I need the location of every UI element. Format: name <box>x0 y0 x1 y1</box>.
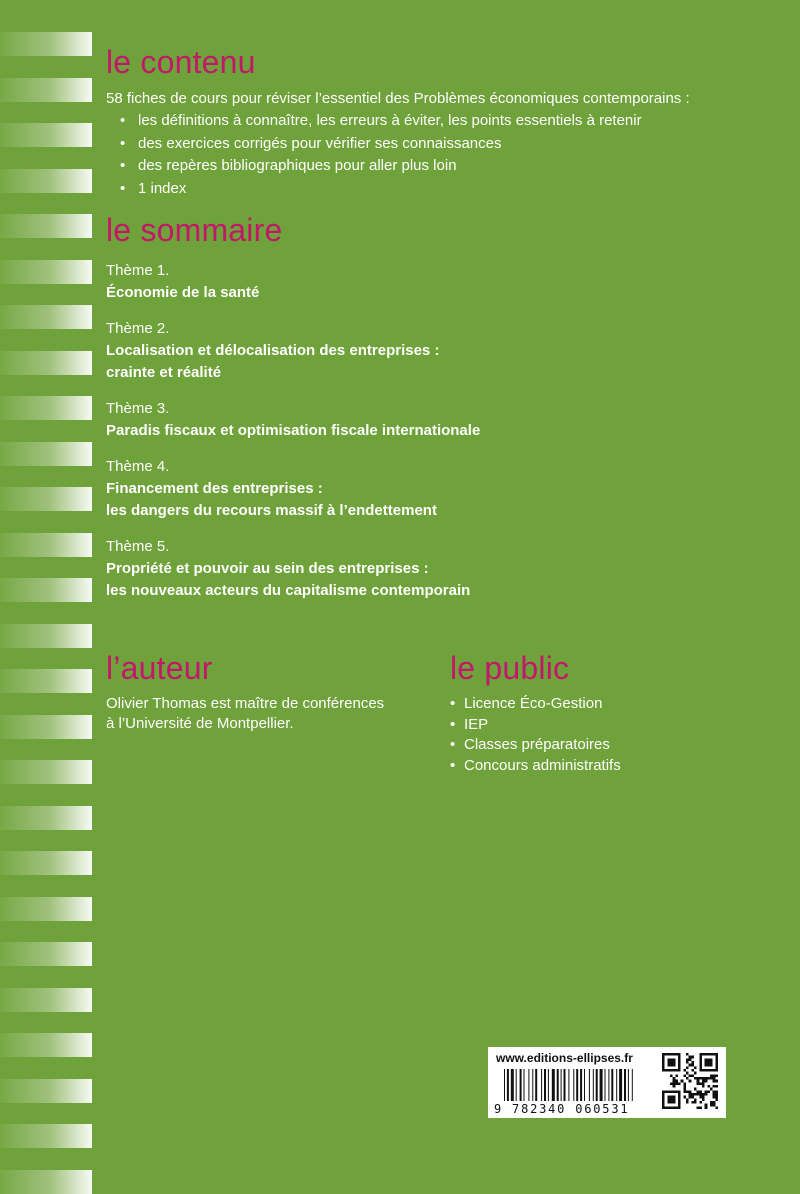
theme-title-line2: crainte et réalité <box>106 364 222 381</box>
public-section <box>450 650 750 776</box>
theme-number: Thème 3. <box>106 400 170 417</box>
stripe-decoration <box>0 1170 92 1194</box>
theme-title: Financement des entreprises : <box>106 480 323 497</box>
list-item: • des repères bibliographiques pour aller plus loin <box>120 155 766 178</box>
theme-number: Thème 5. <box>106 538 170 555</box>
theme-item <box>106 260 766 304</box>
decorative-stripes <box>0 0 92 1164</box>
theme-item <box>106 398 766 442</box>
theme-number: Thème 1. <box>106 262 170 279</box>
stripe-decoration <box>0 1124 92 1148</box>
stripe-decoration <box>0 942 92 966</box>
auteur-heading: l’auteur <box>106 650 213 686</box>
main-content <box>106 44 766 616</box>
stripe-decoration <box>0 669 92 693</box>
stripe-decoration <box>0 260 92 284</box>
qr-code-icon <box>662 1053 718 1109</box>
stripe-decoration <box>0 214 92 238</box>
stripe-decoration <box>0 123 92 147</box>
stripe-decoration <box>0 806 92 830</box>
list-item: • Licence Éco-Gestion <box>450 694 750 715</box>
theme-title: Paradis fiscaux et optimisation fiscale internationale <box>106 422 481 439</box>
auteur-line: Olivier Thomas est maître de conférences <box>106 695 385 712</box>
list-item: • les définitions à connaître, les erreurs à éviter, les points essentiels à retenir <box>120 110 766 133</box>
stripe-decoration <box>0 760 92 784</box>
public-list <box>450 694 750 776</box>
stripe-decoration <box>0 396 92 420</box>
public-heading: le public <box>450 650 570 686</box>
stripe-decoration <box>0 32 92 56</box>
stripe-decoration <box>0 851 92 875</box>
stripe-decoration <box>0 169 92 193</box>
theme-item <box>106 456 766 522</box>
stripe-decoration <box>0 1033 92 1057</box>
theme-title: Localisation et délocalisation des entreprises : <box>106 342 440 359</box>
theme-title: Économie de la santé <box>106 284 260 301</box>
stripe-decoration <box>0 533 92 557</box>
stripe-decoration <box>0 897 92 921</box>
stripe-decoration <box>0 487 92 511</box>
theme-title-line2: les nouveaux acteurs du capitalisme contemporain <box>106 582 471 599</box>
stripe-decoration <box>0 442 92 466</box>
stripe-decoration <box>0 578 92 602</box>
publisher-url: www.editions-ellipses.fr <box>496 1051 633 1065</box>
auteur-line: à l’Université de Montpellier. <box>106 715 294 732</box>
stripe-decoration <box>0 715 92 739</box>
stripe-decoration <box>0 1079 92 1103</box>
list-item: • des exercices corrigés pour vérifier ses connaissances <box>120 133 766 156</box>
stripe-decoration <box>0 305 92 329</box>
bottom-columns <box>106 650 766 790</box>
contenu-list <box>106 110 766 200</box>
stripe-decoration <box>0 988 92 1012</box>
theme-number: Thème 2. <box>106 320 170 337</box>
sommaire-list <box>106 260 766 602</box>
stripe-decoration <box>0 351 92 375</box>
list-item: • Concours administratifs <box>450 756 750 777</box>
auteur-section <box>106 650 426 734</box>
theme-title: Propriété et pouvoir au sein des entreprises : <box>106 560 429 577</box>
contenu-intro: 58 fiches de cours pour réviser l’essentiel des Problèmes économiques contemporains : <box>106 90 690 107</box>
list-item: • IEP <box>450 715 750 736</box>
isbn-number: 9 782340 060531 <box>494 1102 630 1116</box>
stripe-decoration <box>0 624 92 648</box>
contenu-heading: le contenu <box>106 44 256 80</box>
stripe-decoration <box>0 78 92 102</box>
theme-item <box>106 318 766 384</box>
list-item: • Classes préparatoires <box>450 735 750 756</box>
barcode-icon <box>504 1069 656 1101</box>
sommaire-heading: le sommaire <box>106 212 283 248</box>
list-item: • 1 index <box>120 178 766 201</box>
theme-number: Thème 4. <box>106 458 170 475</box>
theme-item <box>106 536 766 602</box>
theme-title-line2: les dangers du recours massif à l’endettement <box>106 502 437 519</box>
barcode-label <box>488 1047 726 1118</box>
